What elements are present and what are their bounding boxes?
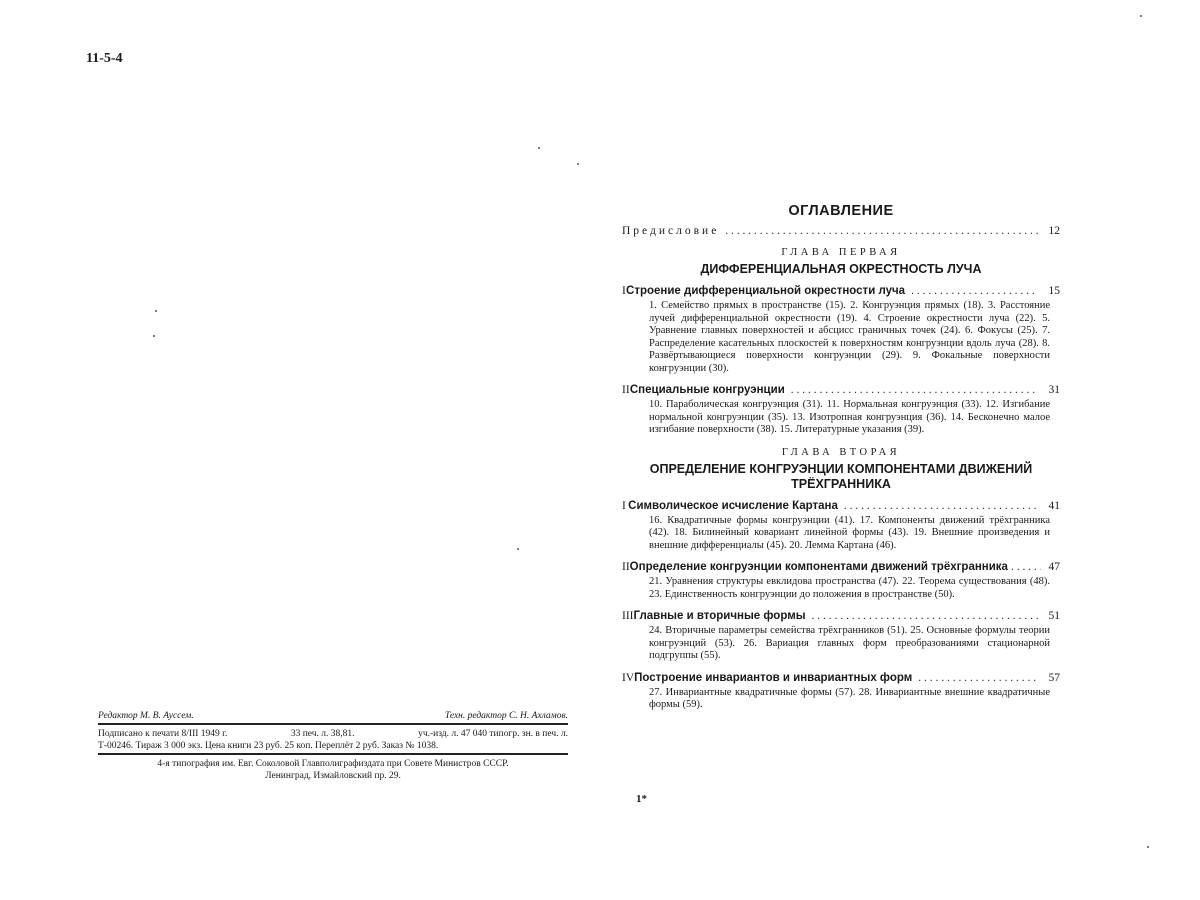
- section-label: Главные и вторичные формы: [633, 610, 806, 622]
- scan-speck: [517, 548, 519, 550]
- section-subitems: 1. Семейство прямых в пространстве (15). 2. Конгруэнция прямых (18). 3. Расстояние лучей дифференциальной окрестности (19). 4. Строение окрестности луча (22). 5. Уравнение главных поверхностей и абсцисс граничных точек (24). 6. Фокусы (25). 7. Распределение касательных плоскостей к поверхностям конгруэнции вдоль луча (28). 8. Развёртывающиеся поверхности конгруэнции (29). 9. Фокальные поверхности конгруэнции (30).: [649, 300, 1050, 374]
- chapter-1: [622, 247, 1060, 437]
- toc-section: [622, 500, 1060, 553]
- toc-title: ОГЛАВЛЕНИЕ: [788, 203, 894, 219]
- preface-label: Предисловие: [622, 225, 720, 237]
- section-page: 47: [1048, 561, 1060, 573]
- section-subitems: 16. Квадратичные формы конгруэнции (41). 17. Компоненты движений трёхгранника (42). 18. Билинейный ковариант линейной формы (43). 19. Внешние произведения и внешние дифференциалы (45). 20. Лемма Картана (46).: [649, 514, 1050, 551]
- toc-preface-row[interactable]: [622, 225, 1060, 237]
- section-number: III: [622, 610, 634, 622]
- toc-section: [622, 285, 1060, 375]
- section-subitems: 24. Вторичные параметры семейства трёхгранников (51). 25. Основные формулы теории конгруэнций (53). 26. Вариация главных форм преобразованиями стационарной подгруппы (55).: [649, 625, 1050, 661]
- imprint-typo: уч.-изд. л. 47 040 типогр. зн. в печ. л.: [418, 729, 568, 739]
- section-number: II: [622, 384, 630, 396]
- scan-speck: [1140, 15, 1142, 17]
- section-entry[interactable]: [622, 500, 1060, 512]
- chapter-title: ОПРЕДЕЛЕНИЕ КОНГРУЭНЦИИ КОМПОНЕНТАМИ ДВИЖЕНИЙ ТРЁХГРАННИКА: [649, 461, 1033, 491]
- imprint-rule-top: [98, 723, 568, 725]
- tech-editor: Техн. редактор С. Н. Ахламов.: [444, 711, 568, 721]
- section-page: 41: [1048, 499, 1060, 512]
- printer-line-1: 4-я типография им. Евг. Соколовой Главполиграфиздата при Совете Министров СССР.: [157, 759, 509, 769]
- section-page: 51: [1048, 610, 1060, 622]
- section-entry[interactable]: [622, 561, 1060, 573]
- section-number: IV: [622, 671, 635, 684]
- leader-dots: [844, 500, 1038, 512]
- section-label: Строение дифференциальной окрестности луча: [626, 285, 906, 297]
- chapter-2: [622, 447, 1060, 712]
- scan-speck: [538, 147, 540, 149]
- section-label: Определение конгруэнции компонентами движений трёхгранника: [629, 561, 1008, 573]
- table-of-contents: [622, 203, 1060, 721]
- section-label: Специальные конгруэнции: [629, 384, 785, 396]
- section-number: I: [622, 499, 626, 512]
- toc-section: [622, 672, 1060, 712]
- corner-mark: 11-5-4: [86, 51, 123, 66]
- leader-dots: [911, 285, 1038, 297]
- leader-dots: [725, 225, 1038, 237]
- toc-section: [622, 561, 1060, 601]
- scan-speck: [1147, 846, 1149, 848]
- page-number: 1*: [636, 793, 647, 805]
- section-page: 15: [1048, 285, 1060, 297]
- leader-dots: [812, 610, 1038, 622]
- section-entry[interactable]: [622, 384, 1060, 396]
- imprint-line-2: Т-00246. Тираж 3 000 экз. Цена книги 23 руб. 25 коп. Переплёт 2 руб. Заказ № 1038.: [98, 741, 439, 751]
- chapter-heading: ГЛАВА ВТОРАЯ: [781, 446, 901, 458]
- scan-speck: [155, 310, 157, 312]
- scan-speck: [577, 163, 579, 165]
- editors-row: [98, 710, 568, 722]
- toc-section: [622, 610, 1060, 663]
- imprint-rule-bottom: [98, 753, 568, 755]
- section-page: 31: [1048, 384, 1060, 396]
- section-entry[interactable]: [622, 672, 1060, 684]
- printer-line-2: Ленинград, Измайловский пр. 29.: [265, 771, 401, 781]
- editor: Редактор М. В. Ауссем.: [98, 711, 194, 721]
- section-subitems: 21. Уравнения структуры евклидова пространства (47). 22. Теорема существования (48). 23. Единственность конгруэнции до положения в пространстве (50).: [649, 576, 1050, 600]
- section-subitems: 27. Инвариантные квадратичные формы (57). 28. Инвариантные внешние квадратичные формы (59).: [649, 686, 1050, 710]
- section-number: II: [622, 561, 630, 573]
- leader-dots: [1011, 561, 1041, 573]
- leader-dots: [791, 384, 1038, 396]
- imprint-block: [98, 710, 568, 782]
- imprint-signed: Подписано к печати 8/III 1949 г.: [98, 729, 228, 739]
- chapter-heading: ГЛАВА ПЕРВАЯ: [781, 247, 901, 258]
- toc-section: [622, 384, 1060, 437]
- preface-page: 12: [1048, 225, 1060, 237]
- scan-speck: [153, 335, 155, 337]
- section-label: Построение инвариантов и инвариантных форм: [634, 671, 913, 684]
- section-number: I: [622, 285, 626, 297]
- section-label: Символическое исчисление Картана: [628, 499, 838, 512]
- imprint-line-1: [98, 728, 568, 740]
- section-entry[interactable]: [622, 610, 1060, 622]
- imprint-sheets: 33 печ. л. 38,81.: [290, 729, 355, 739]
- section-page: 57: [1048, 671, 1060, 684]
- section-subitems: 10. Параболическая конгруэнция (31). 11. Нормальная конгруэнция (33). 12. Изгибание нормальной конгруэнции (35). 13. Изотропная конгруэнция (36). 14. Бесконечно малое изгибание поверхности (38). 15. Литературные указания (39).: [649, 399, 1050, 435]
- section-entry[interactable]: [622, 285, 1060, 297]
- chapter-title: ДИФФЕРЕНЦИАЛЬНАЯ ОКРЕСТНОСТЬ ЛУЧА: [700, 262, 982, 276]
- leader-dots: [918, 672, 1038, 684]
